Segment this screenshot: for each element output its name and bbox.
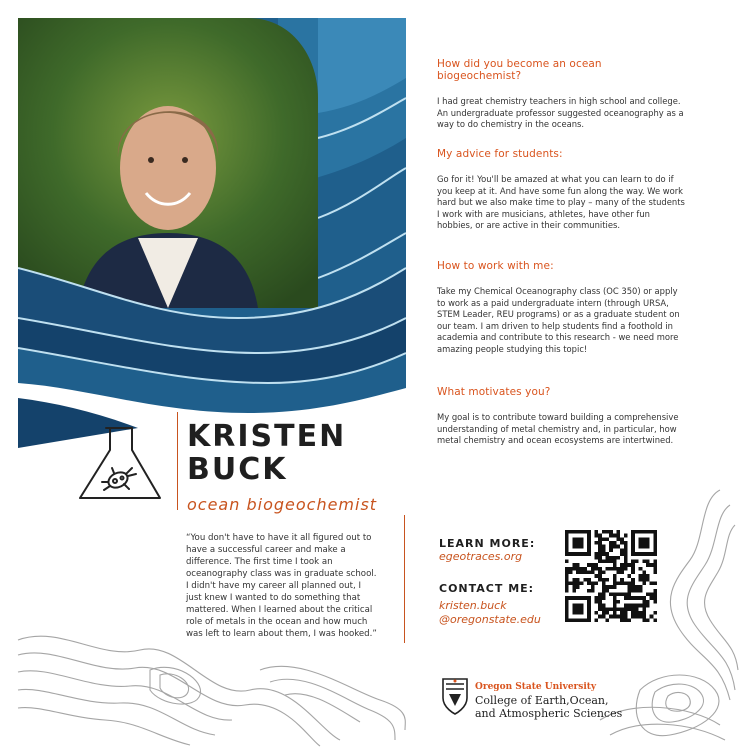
qa-section-2	[437, 148, 687, 232]
website-link[interactable]: egeotraces.org	[439, 550, 523, 563]
college-name	[475, 694, 645, 720]
question-heading: My advice for students:	[437, 148, 563, 160]
qa-section-4	[437, 386, 687, 447]
osu-logo	[440, 676, 623, 722]
email-line-2[interactable]: @oregonstate.edu	[439, 613, 541, 626]
qa-section-1	[437, 58, 687, 131]
learn-more-block	[439, 537, 535, 564]
quote-divider	[404, 515, 405, 643]
contact-block	[439, 582, 541, 627]
role-title: ocean biogeochemist	[187, 495, 378, 514]
last-name: BUCK	[187, 452, 288, 487]
email-line-1[interactable]: kristen.buck	[439, 599, 507, 612]
college-line-2: and Atmospheric Sciences	[475, 707, 623, 720]
college-line-1: College of Earth,Ocean,	[475, 694, 609, 707]
question-heading: How did you become an ocean biogeochemist?	[437, 58, 602, 82]
question-heading: What motivates you?	[437, 386, 551, 398]
question-heading: How to work with me:	[437, 260, 554, 272]
answer-text: I had great chemistry teachers in high school and college. An undergraduate professor suggested oceanography as a way to do chemistry in the oceans.	[437, 96, 684, 130]
header-photo-wave-frame	[18, 18, 406, 448]
university-name: Oregon State University	[475, 682, 597, 692]
contact-label: CONTACT ME:	[439, 582, 535, 595]
answer-text: My goal is to contribute toward building a comprehensive understanding of metal chemistry and, in particular, how metal chemistry and ocean ecosystems are intertwined.	[437, 412, 679, 446]
name-divider	[177, 412, 178, 510]
learn-more-label: LEARN MORE:	[439, 537, 536, 550]
osu-seal-icon	[440, 676, 470, 716]
first-name: KRISTEN	[187, 419, 347, 454]
name-block	[187, 420, 377, 514]
answer-text: Take my Chemical Oceanography class (OC 350) or apply to work as a paid undergraduate intern (through URSA, STEM Leader, REU programs) or as a graduate student on our team. I am driven to help students find a foothold in academia and contribute to this research - we need more amazing people studying this topic!	[437, 286, 680, 354]
qa-section-3	[437, 260, 687, 356]
answer-text: Go for it! You'll be amazed at what you can learn to do if you keep at it. And have some fun along the way. We work hard but we also make time to play – many of the students I work with are musicians, athletes, have other fun hobbies, or are active in their communities.	[437, 174, 685, 231]
career-quote: “You don't have to have it all figured out to have a successful career and make a difference. The first time I took an oceanography class was in graduate school. I didn't have my career all planned out, I just knew I wanted to do something that mattered. When I learned about the critical role of metals in the ocean and how much was left to learn about them, I was hooked.”	[186, 533, 377, 639]
qr-code[interactable]	[565, 530, 657, 622]
flask-microbe-icon	[74, 424, 168, 504]
